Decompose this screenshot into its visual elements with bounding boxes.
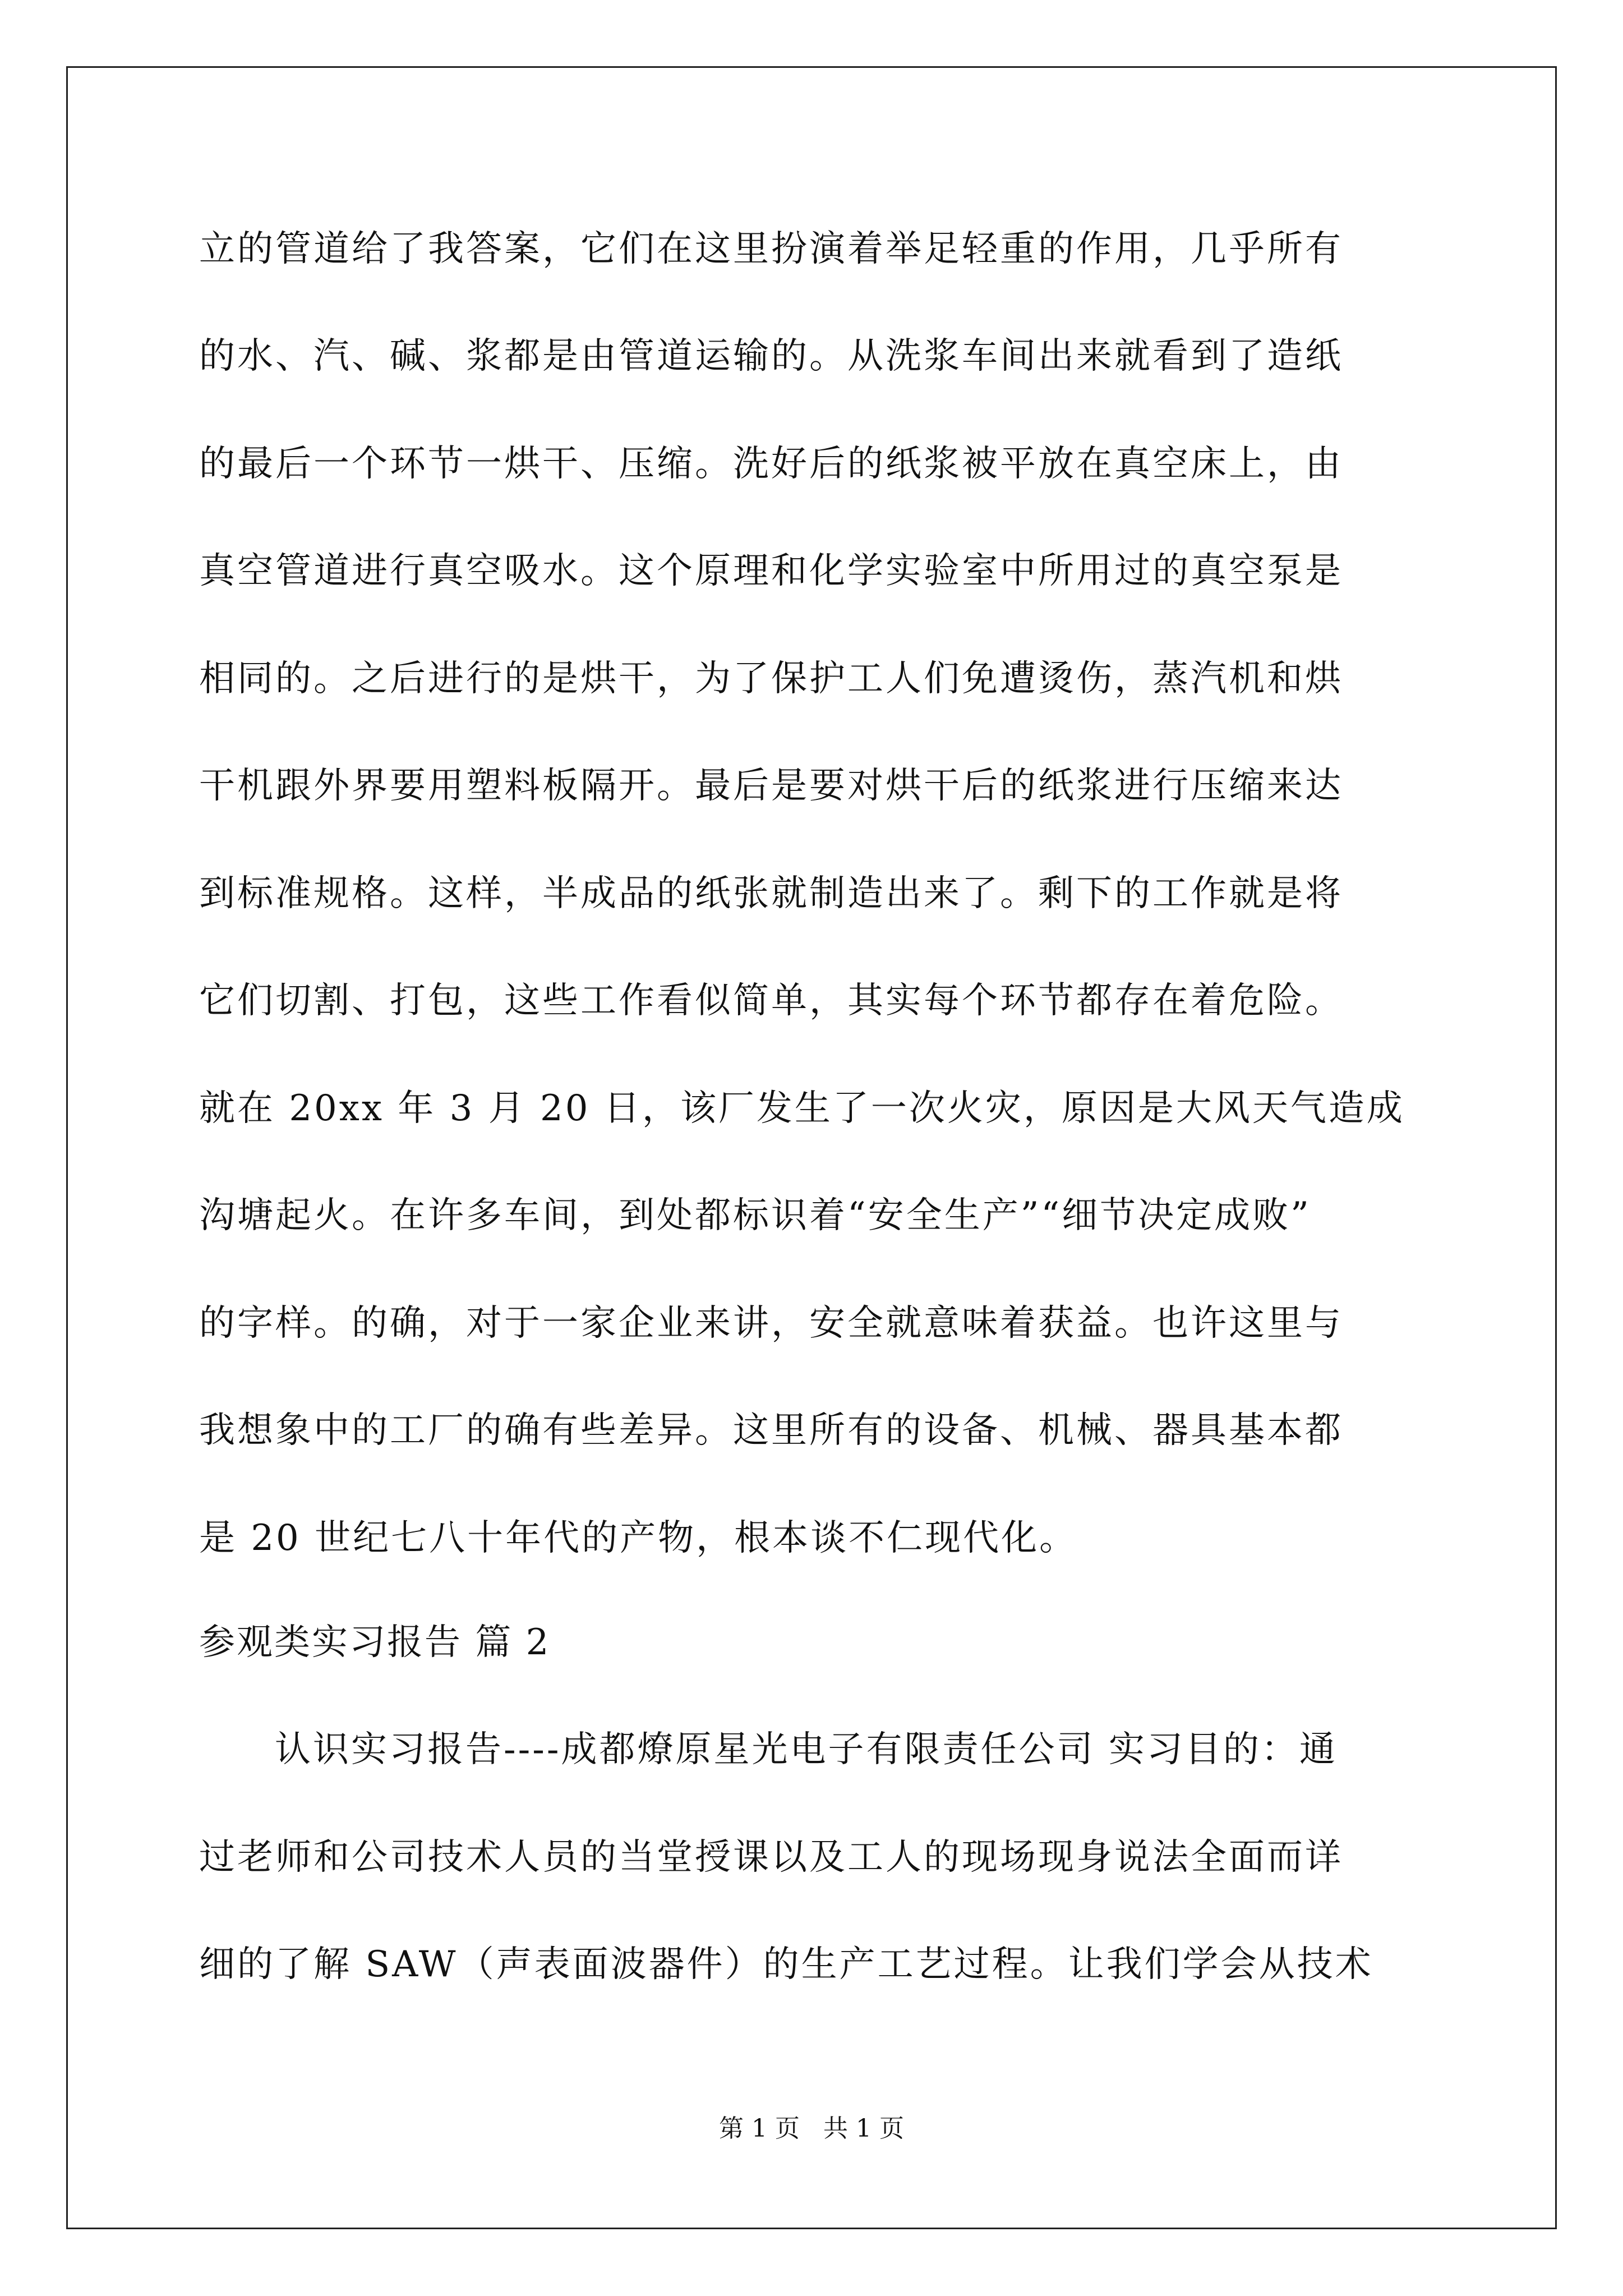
paragraph2-line-1: 认识实习报告----成都燎原星光电子有限责任公司 实习目的：通 [275, 1729, 1338, 1770]
page-border [66, 66, 1557, 2229]
body-line-7: 到标准规格。这样，半成品的纸张就制造出来了。剩下的工作就是将 [199, 873, 1343, 914]
body-line-13: 是 20 世纪七八十年代的产物，根本谈不仁现代化。 [199, 1517, 1078, 1559]
section-heading: 参观类实习报告 篇 2 [199, 1622, 551, 1663]
body-line-9: 就在 20xx 年 3 月 20 日，该厂发生了一次火灾，原因是大风天气造成 [199, 1088, 1405, 1129]
body-line-2: 的水、汽、碱、浆都是由管道运输的。从洗浆车间出来就看到了造纸 [199, 335, 1343, 377]
body-line-3: 的最后一个环节一烘干、压缩。洗好后的纸浆被平放在真空床上，由 [199, 443, 1343, 485]
paragraph2-line-2: 过老师和公司技术人员的当堂授课以及工人的现场现身说法全面而详 [199, 1837, 1343, 1878]
body-line-1: 立的管道给了我答案，它们在这里扮演着举足轻重的作用，几乎所有 [199, 228, 1343, 270]
paragraph2-line-3: 细的了解 SAW（声表面波器件）的生产工艺过程。让我们学会从技术 [199, 1944, 1373, 1985]
body-line-8: 它们切割、打包，这些工作看似简单，其实每个环节都存在着危险。 [199, 980, 1343, 1022]
body-line-11: 的字样。的确，对于一家企业来讲，安全就意味着获益。也许这里与 [199, 1303, 1343, 1344]
page-footer: 第 1 页 共 1 页 [719, 2114, 904, 2143]
body-line-4: 真空管道进行真空吸水。这个原理和化学实验室中所用过的真空泵是 [199, 550, 1343, 592]
body-line-6: 干机跟外界要用塑料板隔开。最后是要对烘干后的纸浆进行压缩来达 [199, 765, 1343, 807]
body-line-10: 沟塘起火。在许多车间，到处都标识着“安全生产”“细节决定成败” [199, 1195, 1311, 1236]
body-line-12: 我想象中的工厂的确有些差异。这里所有的设备、机械、器具基本都 [199, 1410, 1343, 1451]
body-line-5: 相同的。之后进行的是烘干，为了保护工人们免遭烫伤，蒸汽机和烘 [199, 658, 1343, 700]
